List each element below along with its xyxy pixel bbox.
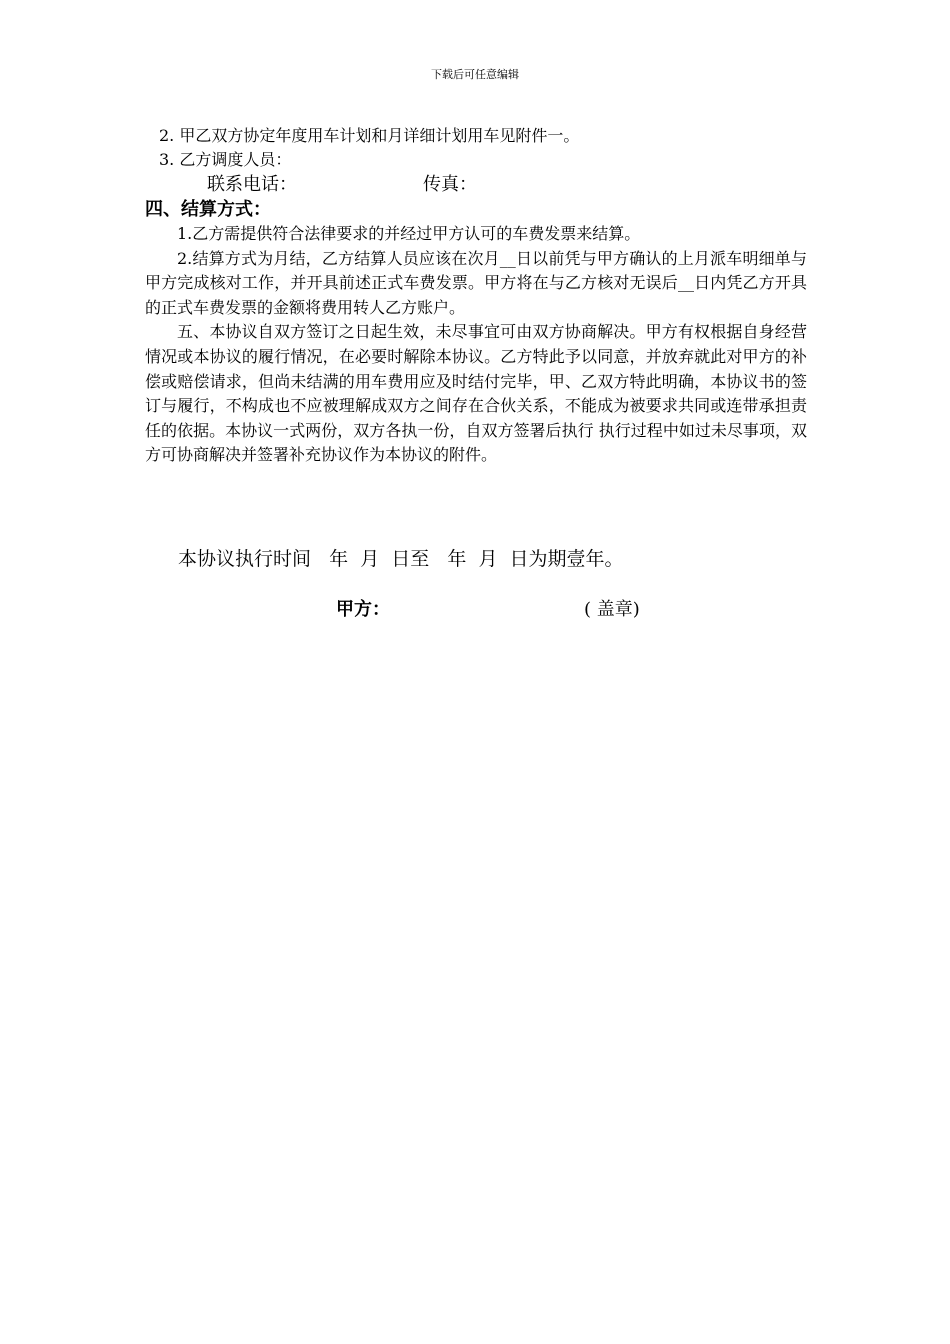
effectiveness-clause: 五、本协议自双方签订之日起生效，未尽事宜可由双方协商解决。甲方有权根据自身经营情况或本协议的履行情况，在必要时解除本协议。乙方特此予以同意，并放弃就此对甲方的补偿或赔偿请求，但尚未结满的用车费用应及时结付完毕，甲、乙双方特此明确，本协议书的签订与履行，不构成也不应被理解成双方之间存在合伙关系，不能成为被要求共同或连带承担责任的依据。本协议一式两份，双方各执一份，自双方签署后执行 执行过程中如过未尽事项，双方可协商解决并签署补充协议作为本协议的附件。 [145, 322, 807, 465]
seal-label: ( 盖章) [584, 599, 640, 620]
fax-label: 传真： [423, 174, 477, 195]
party-a-label: 甲方： [336, 599, 390, 620]
settlement-clause-2: 2.结算方式为月结，乙方结算人员应该在次月__日以前凭与甲方确认的上月派车明细单与甲方完成核对工作，并开具前述正式车费发票。甲方将在与乙方核对无误后__日内凭乙方开具的正式车费发票的金额将费用转人乙方账户。 [145, 248, 807, 317]
agreement-term-line: 本协议执行时间 年 月 日至 年 月 日为期壹年。 [178, 548, 624, 570]
contact-line [145, 172, 807, 198]
signature-line [0, 596, 950, 626]
document-body [145, 124, 807, 468]
list-item-dispatcher: 3. 乙方调度人员： [159, 150, 292, 169]
phone-label: 联系电话： [207, 174, 297, 195]
settlement-heading: 四、结算方式： [145, 199, 271, 220]
page-header-note: 下载后可任意编辑 [431, 68, 519, 81]
list-item-annual-plan: 2. 甲乙双方协定年度用车计划和月详细计划用车见附件一。 [159, 126, 580, 145]
settlement-clause-1: 1.乙方需提供符合法律要求的并经过甲方认可的车费发票来结算。 [177, 224, 641, 243]
